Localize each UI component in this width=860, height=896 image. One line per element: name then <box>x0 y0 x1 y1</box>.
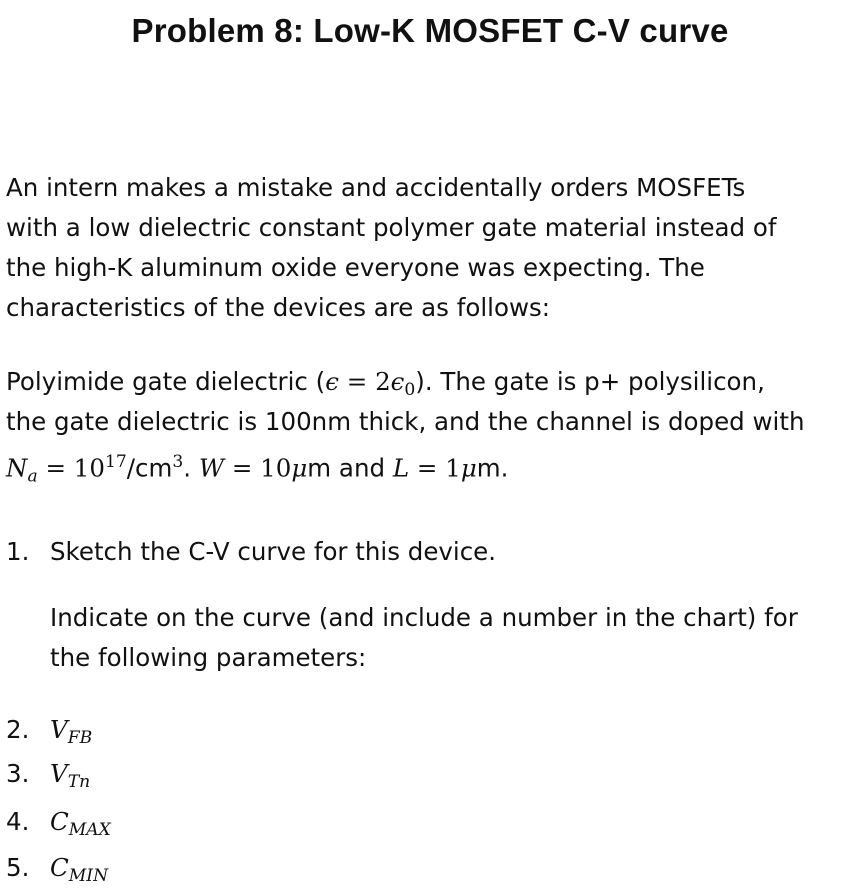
task-text: Sketch the C-V curve for this device. <box>50 537 497 566</box>
param-subscript: MAX <box>68 820 111 841</box>
equals-sign: = <box>37 453 74 483</box>
list-item-4 <box>6 802 111 850</box>
list-number: 3. <box>6 759 30 788</box>
intro-line: the high-K aluminum oxide everyone was expecting. The <box>6 253 705 282</box>
problem-title: Problem 8: Low-K MOSFET C-V curve <box>131 12 729 49</box>
micro-symbol: μ <box>460 453 477 483</box>
param-symbol: C <box>50 807 69 836</box>
task-note <box>50 598 798 678</box>
na-unit-exponent: 3 <box>172 452 184 472</box>
epsilon-symbol: ϵ <box>325 367 339 396</box>
param-subscript: Tn <box>67 772 91 793</box>
task-note-line: the following parameters: <box>50 643 367 672</box>
na-exponent: 17 <box>104 452 127 472</box>
length-value: 1 <box>445 453 461 483</box>
equals-sign: = <box>409 453 446 483</box>
separator: . <box>183 453 199 483</box>
param-symbol: V <box>50 715 68 744</box>
list-number: 2. <box>6 715 30 744</box>
na-unit: /cm <box>126 453 173 483</box>
intro-paragraph <box>6 168 856 328</box>
equals-sign: = <box>224 453 261 483</box>
specs-line-doping <box>6 442 856 487</box>
intro-line: characteristics of the devices are as follows: <box>6 293 551 322</box>
specs-paragraph <box>6 362 856 487</box>
intro-line: with a low dielectric constant polymer gate material instead of <box>6 213 777 242</box>
length-symbol: L <box>392 453 410 483</box>
specs-text: ). The gate is p+ polysilicon, <box>415 367 765 396</box>
list-item-5 <box>6 848 108 896</box>
micro-symbol: μ <box>291 453 308 483</box>
param-symbol: C <box>50 853 69 882</box>
width-value: 10 <box>260 453 292 483</box>
list-number: 4. <box>6 807 30 836</box>
epsilon-coefficient: 2 <box>375 367 391 396</box>
specs-text: Polyimide gate dielectric ( <box>6 367 326 396</box>
param-symbol: V <box>50 759 68 788</box>
na-symbol: N <box>6 453 28 483</box>
param-subscript: MIN <box>68 866 109 887</box>
list-number: 1. <box>6 537 30 566</box>
intro-line: An intern makes a mistake and accidentally orders MOSFETs <box>6 173 746 202</box>
specs-line-thickness: the gate dielectric is 100nm thick, and the channel is doped with <box>6 407 805 436</box>
na-base: 10 <box>73 453 105 483</box>
param-subscript: FB <box>67 728 93 749</box>
epsilon-zero-subscript: 0 <box>404 380 416 401</box>
list-number: 5. <box>6 853 30 882</box>
task-note-line: Indicate on the curve (and include a number in the chart) for <box>50 603 798 632</box>
list-item-3 <box>6 754 90 802</box>
width-symbol: W <box>198 453 225 483</box>
specs-line-dielectric <box>6 362 856 402</box>
length-unit: m. <box>476 453 509 483</box>
list-item-1 <box>6 532 496 572</box>
epsilon-zero-symbol: ϵ <box>390 367 405 396</box>
list-item-2 <box>6 710 92 758</box>
equals-sign: = <box>338 367 376 396</box>
na-subscript: a <box>27 466 38 487</box>
width-unit: m and <box>307 453 393 483</box>
